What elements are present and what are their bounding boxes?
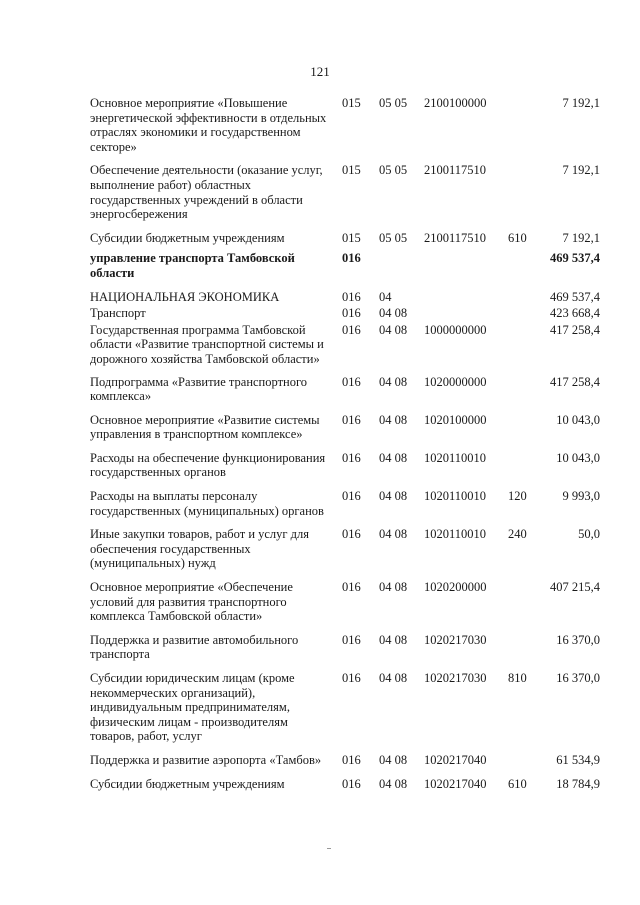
row-target: 2100117510 — [424, 230, 487, 245]
row-amount: 50,0 — [578, 527, 600, 542]
row-name: Основное мероприятие «Обеспечение условий для развития транспортного комплекса Тамбовской области» — [90, 580, 293, 624]
row-code: 016 — [342, 632, 361, 647]
row-section: 05 05 — [379, 230, 408, 245]
row-target: 1020000000 — [424, 374, 487, 389]
row-target: 1020217030 — [424, 632, 487, 647]
row-vtype: 120 — [508, 489, 527, 504]
row-name: Расходы на обеспечение функционирования государственных органов — [90, 450, 326, 480]
row-section: 04 08 — [379, 527, 408, 542]
table-row — [90, 580, 610, 624]
table-row — [90, 777, 610, 792]
row-code: 016 — [342, 580, 361, 595]
row-amount: 16 370,0 — [556, 671, 600, 685]
row-name: Субсидии бюджетным учреждениям — [90, 776, 285, 791]
row-code: 016 — [342, 527, 361, 542]
row-code: 016 — [342, 412, 361, 427]
row-name: Государственная программа Тамбовской области «Развитие транспортной системы и дорожного хозяйства Тамбовской области» — [90, 322, 324, 366]
row-section: 04 08 — [379, 374, 408, 389]
row-section: 04 08 — [379, 776, 408, 791]
row-amount: 469 537,4 — [550, 289, 600, 304]
row-amount: 7 192,1 — [562, 230, 600, 245]
row-code: 016 — [342, 671, 361, 685]
row-amount: 61 534,9 — [556, 752, 600, 767]
row-amount: 407 215,4 — [550, 580, 600, 595]
budget-table — [90, 96, 610, 791]
row-code: 016 — [342, 306, 361, 321]
row-code: 016 — [342, 776, 361, 791]
row-code: 016 — [342, 289, 361, 304]
row-code: 016 — [342, 322, 361, 337]
row-section: 05 05 — [379, 163, 408, 178]
row-amount: 18 784,9 — [556, 776, 600, 791]
row-section: 04 08 — [379, 671, 408, 685]
table-row — [90, 251, 610, 280]
row-name: Субсидии юридическим лицам (кроме некоммерческих организаций), индивидуальным предпринимателям, физическим лицам - производителям товаров, работ, услуг — [90, 671, 295, 744]
row-name: Поддержка и развитие аэропорта «Тамбов» — [90, 752, 322, 767]
row-name: Поддержка и развитие автомобильного транспорта — [90, 632, 299, 662]
row-section: 04 08 — [379, 752, 408, 767]
row-name: управление транспорта Тамбовской области — [90, 251, 295, 280]
table-row — [90, 671, 610, 744]
table-row — [90, 375, 610, 404]
row-code: 015 — [342, 230, 361, 245]
row-section: 04 08 — [379, 580, 408, 595]
table-row — [90, 633, 610, 662]
row-target: 2100100000 — [424, 96, 487, 110]
table-row — [90, 413, 610, 442]
row-target: 1020200000 — [424, 580, 487, 595]
row-section: 05 05 — [379, 96, 408, 110]
row-target: 1020110010 — [424, 450, 487, 465]
row-code: 016 — [342, 374, 361, 389]
row-vtype: 240 — [508, 527, 527, 542]
row-amount: 7 192,1 — [562, 163, 600, 178]
row-target: 1000000000 — [424, 322, 487, 337]
row-target: 1020110010 — [424, 527, 487, 542]
row-amount: 10 043,0 — [556, 412, 600, 427]
row-name: Субсидии бюджетным учреждениям — [90, 230, 285, 245]
row-name: Транспорт — [90, 306, 146, 321]
row-section: 04 08 — [379, 306, 408, 321]
row-target: 1020110010 — [424, 489, 487, 504]
row-amount: 9 993,0 — [562, 489, 600, 504]
row-section: 04 08 — [379, 450, 408, 465]
row-amount: 16 370,0 — [556, 632, 600, 647]
row-amount: 10 043,0 — [556, 450, 600, 465]
row-code: 015 — [342, 163, 361, 178]
table-row — [90, 163, 610, 221]
row-target: 1020100000 — [424, 412, 487, 427]
row-target: 2100117510 — [424, 163, 487, 178]
row-name: Подпрограмма «Развитие транспортного комплекса» — [90, 374, 308, 404]
row-name: НАЦИОНАЛЬНАЯ ЭКОНОМИКА — [90, 289, 280, 304]
row-amount: 417 258,4 — [550, 322, 600, 337]
row-amount: 423 668,4 — [550, 306, 600, 321]
scan-mark — [327, 848, 331, 849]
row-section: 04 08 — [379, 632, 408, 647]
row-vtype: 610 — [508, 776, 527, 791]
table-row — [90, 489, 610, 518]
row-target: 1020217030 — [424, 671, 487, 685]
row-code: 016 — [342, 251, 361, 266]
row-amount: 417 258,4 — [550, 374, 600, 389]
row-name: Иные закупки товаров, работ и услуг для обеспечения государственных (муниципальных) нужд — [90, 527, 310, 571]
row-amount: 7 192,1 — [562, 96, 600, 110]
table-row — [90, 231, 610, 246]
row-code: 015 — [342, 96, 361, 110]
row-name: Основное мероприятие «Развитие системы управления в транспортном комплексе» — [90, 412, 320, 442]
row-name: Расходы на выплаты персоналу государственных (муниципальных) органов — [90, 489, 324, 518]
row-section: 04 08 — [379, 322, 408, 337]
page-number: 121 — [310, 64, 330, 79]
row-name: Обеспечение деятельности (оказание услуг, выполнение работ) областных государственных учреждений в области энергосбережения — [90, 163, 323, 222]
table-row — [90, 451, 610, 480]
row-amount: 469 537,4 — [550, 251, 600, 266]
row-target: 1020217040 — [424, 752, 487, 767]
table-row — [90, 753, 610, 768]
row-target: 1020217040 — [424, 776, 487, 791]
row-code: 016 — [342, 489, 361, 504]
row-vtype: 610 — [508, 230, 527, 245]
table-row — [90, 527, 610, 571]
row-section: 04 08 — [379, 489, 408, 504]
row-code: 016 — [342, 752, 361, 767]
row-vtype: 810 — [508, 671, 527, 685]
row-section: 04 08 — [379, 412, 408, 427]
table-row — [90, 323, 610, 367]
table-row — [90, 306, 610, 321]
row-name: Основное мероприятие «Повышение энергетической эффективности в отдельных отраслях экономики и государственном секторе» — [90, 96, 327, 154]
row-section: 04 — [379, 289, 392, 304]
table-row — [90, 290, 610, 305]
row-code: 016 — [342, 450, 361, 465]
table-row — [90, 96, 610, 154]
